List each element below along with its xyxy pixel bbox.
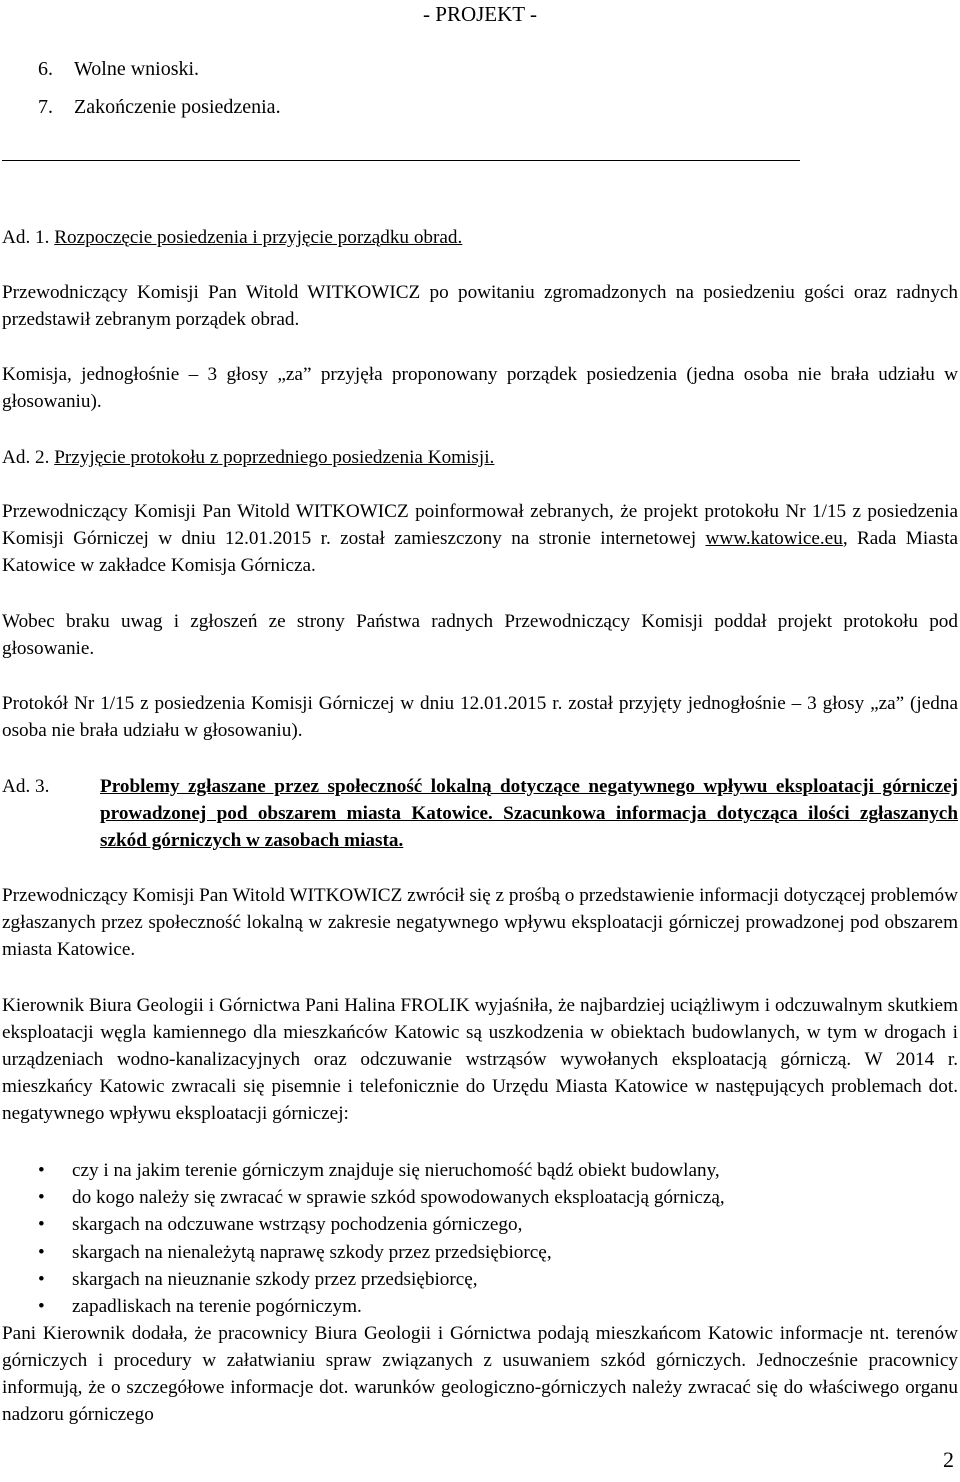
- bullet-icon: •: [38, 1160, 45, 1181]
- ad1-paragraph-2: Komisja, jednogłośnie – 3 głosy „za” przyjęła proponowany porządek posiedzenia (jedna osoba nie brała udziału w głosowaniu).: [2, 364, 958, 412]
- separator-line: [2, 160, 800, 161]
- ad3-paragraph-1: Przewodniczący Komisji Pan Witold WITKOWICZ zwrócił się z prośbą o przedstawienie informacji dotyczącej problemów zgłaszanych przez społeczność lokalną w zakresie negatywnego wpływu eksploatacji górniczej prowadzonej pod obszarem miasta Katowice.: [2, 885, 958, 960]
- list-item: [2, 1239, 958, 1266]
- list-item: [2, 1184, 958, 1211]
- agenda-item-number: 6.: [38, 58, 53, 80]
- ad2-lead: Ad. 2.: [2, 447, 55, 468]
- ad1-heading: [2, 224, 958, 251]
- bullet-icon: •: [38, 1241, 45, 1263]
- ad1-paragraph-1: Przewodniczący Komisji Pan Witold WITKOWICZ po powitaniu zgromadzonych na posiedzeniu gości oraz radnych przedstawił zebranym porządek obrad.: [2, 282, 958, 330]
- project-header: - PROJEKT -: [423, 2, 537, 26]
- list-item: [2, 1157, 958, 1184]
- ad3-heading: [2, 773, 958, 854]
- agenda-item-number: 7.: [38, 96, 53, 118]
- ad3-paragraph-2: Kierownik Biura Geologii i Górnictwa Pani Halina FROLIK wyjaśniła, że najbardziej uciążliwym i odczuwalnym skutkiem eksploatacji węgla kamiennego dla mieszkańców Katowic są uszkodzenia w obiektach budowlanych, w tym w drogach i urządzeniach wodno-kanalizacyjnych oraz odczuwanie wstrząsów wywołanych eksploatacją górniczą. W 2014 r. mieszkańcy Katowic zwracali się pisemnie i telefonicznie do Urzędu Miasta Katowice w następujących problemach dot. negatywnego wpływu eksploatacji górniczej:: [2, 995, 958, 1124]
- list-item-text: skargach na nieuznanie szkody przez przedsiębiorcę,: [72, 1268, 478, 1290]
- ad2-heading: [2, 444, 958, 471]
- agenda-item-label: Wolne wnioski.: [74, 58, 200, 80]
- ad2-paragraph-3: Protokół Nr 1/15 z posiedzenia Komisji Górniczej w dniu 12.01.2015 r. został przyjęty jednogłośnie – 3 głosy „za” (jedna osoba nie brała udziału w głosowaniu).: [2, 693, 958, 741]
- ad3-paragraph-3: Pani Kierownik dodała, że pracownicy Biura Geologii i Górnictwa podają mieszkańcom Katowic informacje nt. terenów górniczych i procedury w załatwianiu spraw związanych z usuwaniem szkód górniczych. Jednocześnie pracownicy informują, że o szczegółowe informacje dot. warunków geologiczno-górniczych należy zwracać się do właściwego organu nadzoru górniczego: [2, 1323, 958, 1425]
- agenda-list: [38, 50, 281, 126]
- ad3-title: Problemy zgłaszane przez społeczność lokalną dotyczące negatywnego wpływu eksploatacji górniczej prowadzonej pod obszarem miasta Katowice. Szacunkowa informacja dotycząca ilości zgłaszanych szkód górniczych w zasobach miasta.: [100, 776, 958, 851]
- ad2-title: Przyjęcie protokołu z poprzedniego posiedzenia Komisji.: [54, 447, 495, 468]
- bullet-icon: •: [38, 1214, 45, 1236]
- problems-list: [2, 1157, 958, 1320]
- list-item-text: skargach na odczuwane wstrząsy pochodzenia górniczego,: [72, 1214, 523, 1236]
- ad2-paragraph-1-text: Przewodniczący Komisji Pan Witold WITKOWICZ poinformował zebranych, że projekt protokołu Nr 1/15 z posiedzenia Komisji Górniczej w dniu 12.01.2015 r. został zamieszczony na stronie internetowej: [2, 501, 958, 549]
- ad2-paragraph-1: [2, 498, 958, 579]
- list-item-text: czy i na jakim terenie górniczym znajduje się nieruchomość bądź obiekt budowlany,: [72, 1160, 720, 1181]
- ad3-lead: Ad. 3.: [2, 776, 50, 797]
- agenda-item-label: Zakończenie posiedzenia.: [74, 96, 281, 118]
- list-item: [2, 1266, 958, 1293]
- agenda-item: [38, 50, 281, 88]
- list-item: [2, 1211, 958, 1238]
- website-link[interactable]: www.katowice.eu: [705, 528, 843, 549]
- bullet-icon: •: [38, 1268, 45, 1290]
- page-number: 2: [943, 1447, 954, 1472]
- agenda-item: [38, 88, 281, 126]
- bullet-icon: •: [38, 1187, 45, 1209]
- list-item-text: zapadliskach na terenie pogórniczym.: [72, 1296, 362, 1318]
- bullet-icon: •: [38, 1296, 45, 1318]
- ad2-paragraph-2: Wobec braku uwag i zgłoszeń ze strony Państwa radnych Przewodniczący Komisji poddał projekt protokołu pod głosowanie.: [2, 611, 958, 659]
- ad1-lead: Ad. 1.: [2, 227, 55, 248]
- list-item-text: do kogo należy się zwracać w sprawie szkód spowodowanych eksploatacją górniczą,: [72, 1187, 725, 1209]
- ad1-title: Rozpoczęcie posiedzenia i przyjęcie porządku obrad.: [54, 227, 463, 248]
- list-item-text: skargach na nienależytą naprawę szkody przez przedsiębiorcę,: [72, 1241, 552, 1263]
- list-item: [2, 1293, 958, 1320]
- ad2-paragraph-1-tail: , Rada Miasta Katowice w zakładce Komisja Górnicza.: [2, 528, 958, 576]
